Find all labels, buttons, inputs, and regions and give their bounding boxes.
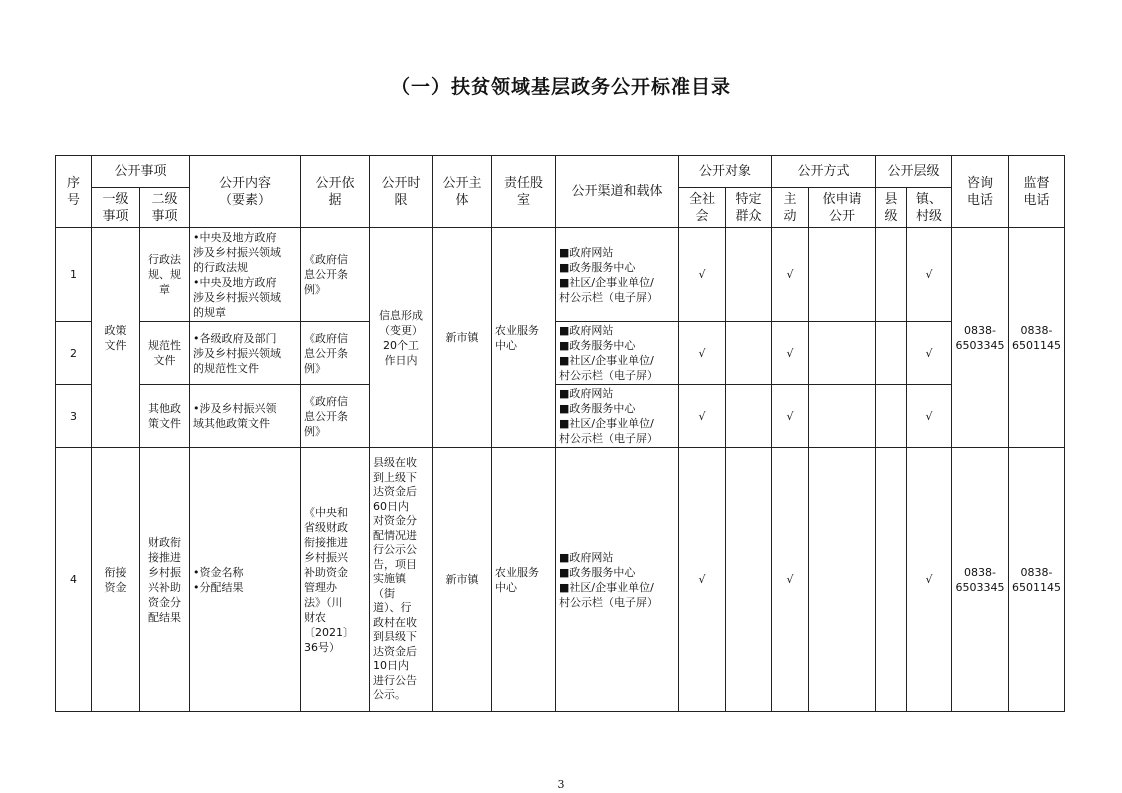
row-channel: ■政府网站 ■政务服务中心 ■社区/企事业单位/ 村公示栏（电子屏）: [556, 385, 679, 448]
header-mode: 公开方式: [772, 156, 876, 188]
row-dept: 农业服务 中心: [492, 448, 556, 712]
row-time: 信息形成 （变更） 20个工 作日内: [370, 228, 433, 448]
table-row: [56, 385, 1065, 448]
header-target-specific: 特定 群众: [726, 188, 772, 228]
row-level-town: √: [907, 228, 952, 322]
row-content: •涉及乡村振兴领 域其他政策文件: [190, 385, 301, 448]
row-seq: 1: [56, 228, 92, 322]
header-dept: 责任股 室: [492, 156, 556, 228]
row-subject: 新市镇: [433, 448, 492, 712]
row-target-all: √: [679, 385, 726, 448]
table-row: [56, 448, 1065, 712]
row-mode-active: √: [772, 448, 809, 712]
header-subject: 公开主 体: [433, 156, 492, 228]
row-basis: 《政府信 息公开条 例》: [301, 228, 370, 322]
header-row-1: [56, 156, 1065, 188]
row-level-county: [876, 448, 907, 712]
header-mode-request: 依申请 公开: [809, 188, 876, 228]
page-title: （一）扶贫领域基层政务公开标准目录: [390, 76, 731, 98]
header-target-all: 全社 会: [679, 188, 726, 228]
table-row: [56, 228, 1065, 322]
row-mode-request: [809, 448, 876, 712]
header-items: 公开事项: [92, 156, 190, 188]
row-seq: 4: [56, 448, 92, 712]
row-level2: 规范性 文件: [140, 322, 190, 385]
row-target-all: √: [679, 448, 726, 712]
row-content: •各级政府及部门 涉及乡村振兴领域 的规范性文件: [190, 322, 301, 385]
row-level2: 行政法 规、规 章: [140, 228, 190, 322]
row-basis: 《政府信 息公开条 例》: [301, 322, 370, 385]
header-level-town: 镇、 村级: [907, 188, 952, 228]
row-mode-active: √: [772, 322, 809, 385]
row-level-county: [876, 322, 907, 385]
row-target-all: √: [679, 228, 726, 322]
row-consult: 0838- 6503345: [952, 228, 1009, 448]
row-level1: 衔接 资金: [92, 448, 140, 712]
catalog-table: [55, 155, 1065, 712]
row-basis: 《政府信 息公开条 例》: [301, 385, 370, 448]
row-target-specific: [726, 448, 772, 712]
header-level: 公开层级: [876, 156, 952, 188]
row-seq: 2: [56, 322, 92, 385]
header-level1: 一级 事项: [92, 188, 140, 228]
row-content: •资金名称 •分配结果: [190, 448, 301, 712]
row-mode-request: [809, 385, 876, 448]
row-supervise: 0838- 6501145: [1009, 448, 1065, 712]
row-target-specific: [726, 228, 772, 322]
row-target-specific: [726, 385, 772, 448]
row-level-county: [876, 228, 907, 322]
header-target: 公开对象: [679, 156, 772, 188]
row-level-county: [876, 385, 907, 448]
row-basis: 《中央和 省级财政 衔接推进 乡村振兴 补助资金 管理办 法》（川 财农 〔2021〕 36号）: [301, 448, 370, 712]
row-subject: 新市镇: [433, 228, 492, 448]
row-content: •中央及地方政府 涉及乡村振兴领域 的行政法规 •中央及地方政府 涉及乡村振兴领域 的规章: [190, 228, 301, 322]
header-consult: 咨询 电话: [952, 156, 1009, 228]
header-supervise: 监督 电话: [1009, 156, 1065, 228]
row-level1: 政策 文件: [92, 228, 140, 448]
header-mode-active: 主 动: [772, 188, 809, 228]
row-consult: 0838- 6503345: [952, 448, 1009, 712]
row-channel: ■政府网站 ■政务服务中心 ■社区/企事业单位/ 村公示栏（电子屏）: [556, 448, 679, 712]
row-mode-request: [809, 322, 876, 385]
table-row: [56, 322, 1065, 385]
header-channel: 公开渠道和载体: [556, 156, 679, 228]
row-time: 县级在收 到上级下 达资金后 60日内 对资金分 配情况进 行公示公 告，项目 实施镇 （街 道）、行 政村在收 到县级下 达资金后 10日内 进行公告 公示。: [370, 448, 433, 712]
page-number: 3: [557, 778, 565, 791]
row-target-specific: [726, 322, 772, 385]
header-level2: 二级 事项: [140, 188, 190, 228]
header-time: 公开时 限: [370, 156, 433, 228]
row-level-town: √: [907, 385, 952, 448]
row-mode-active: √: [772, 385, 809, 448]
row-level2: 其他政 策文件: [140, 385, 190, 448]
row-seq: 3: [56, 385, 92, 448]
header-seq: 序 号: [56, 156, 92, 228]
row-level-town: √: [907, 322, 952, 385]
row-channel: ■政府网站 ■政务服务中心 ■社区/企事业单位/ 村公示栏（电子屏）: [556, 322, 679, 385]
row-supervise: 0838- 6501145: [1009, 228, 1065, 448]
row-target-all: √: [679, 322, 726, 385]
row-mode-request: [809, 228, 876, 322]
row-channel: ■政府网站 ■政务服务中心 ■社区/企事业单位/ 村公示栏（电子屏）: [556, 228, 679, 322]
row-level-town: √: [907, 448, 952, 712]
header-content: 公开内容 （要素）: [190, 156, 301, 228]
header-level-county: 县 级: [876, 188, 907, 228]
row-mode-active: √: [772, 228, 809, 322]
row-dept: 农业服务 中心: [492, 228, 556, 448]
header-basis: 公开依 据: [301, 156, 370, 228]
row-level2: 财政衔 接推进 乡村振 兴补助 资金分 配结果: [140, 448, 190, 712]
